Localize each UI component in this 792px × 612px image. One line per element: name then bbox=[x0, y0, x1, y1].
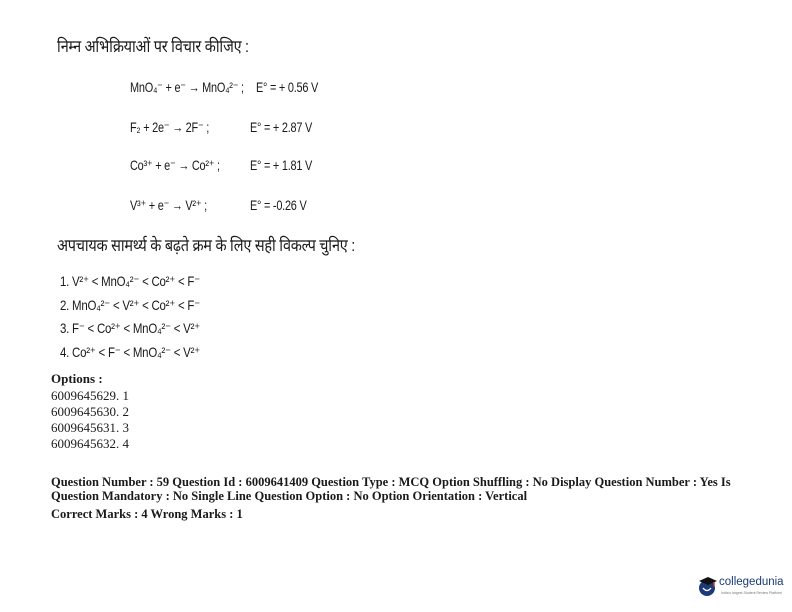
reaction-1-potential: E° = + 0.56 V bbox=[256, 79, 319, 95]
reaction-3-equation: Co³⁺ + e⁻ → Co²⁺ ; bbox=[130, 157, 220, 173]
option-id-3: 6009645631. 3 bbox=[51, 420, 129, 435]
question-meta-line-2: Question Mandatory : No Single Line Question Option : No Option Orientation : Vertical bbox=[51, 489, 528, 503]
question-instruction: अपचायक सामर्थ्य के बढ़ते क्रम के लिए सही विकल्प चुनिए : bbox=[57, 236, 355, 255]
choice-1: 1. V²⁺ < MnO₄²⁻ < Co²⁺ < F⁻ bbox=[60, 273, 200, 289]
reaction-2-equation: F₂ + 2e⁻ → 2F⁻ ; bbox=[130, 119, 210, 135]
question-meta-line-1: Question Number : 59 Question Id : 6009641409 Question Type : MCQ Option Shuffling : No Display Question Number : Yes Is bbox=[51, 475, 731, 489]
choice-3: 3. F⁻ < Co²⁺ < MnO₄²⁻ < V²⁺ bbox=[60, 320, 200, 336]
marks-line: Correct Marks : 4 Wrong Marks : 1 bbox=[51, 507, 243, 521]
graduation-cap-icon bbox=[697, 574, 719, 598]
option-id-4: 6009645632. 4 bbox=[51, 436, 129, 451]
options-heading: Options : bbox=[51, 371, 103, 386]
choice-4: 4. Co²⁺ < F⁻ < MnO₄²⁻ < V²⁺ bbox=[60, 344, 200, 360]
option-id-2: 6009645630. 2 bbox=[51, 404, 129, 419]
choice-2: 2. MnO₄²⁻ < V²⁺ < Co²⁺ < F⁻ bbox=[60, 297, 200, 313]
logo-text: collegedunia bbox=[719, 576, 784, 588]
logo-tagline: India's largest Student Review Platform bbox=[721, 591, 782, 595]
reaction-3-potential: E° = + 1.81 V bbox=[250, 157, 313, 173]
reaction-1-equation: MnO₄⁻ + e⁻ → MnO₄²⁻ ; bbox=[130, 79, 244, 95]
option-id-1: 6009645629. 1 bbox=[51, 388, 129, 403]
question-prompt: निम्न अभिक्रियाओं पर विचार कीजिए : bbox=[57, 37, 249, 56]
reaction-2-potential: E° = + 2.87 V bbox=[250, 119, 313, 135]
reaction-4-potential: E° = -0.26 V bbox=[250, 197, 307, 213]
collegedunia-logo[interactable] bbox=[697, 574, 789, 600]
reaction-4-equation: V³⁺ + e⁻ → V²⁺ ; bbox=[130, 197, 207, 213]
